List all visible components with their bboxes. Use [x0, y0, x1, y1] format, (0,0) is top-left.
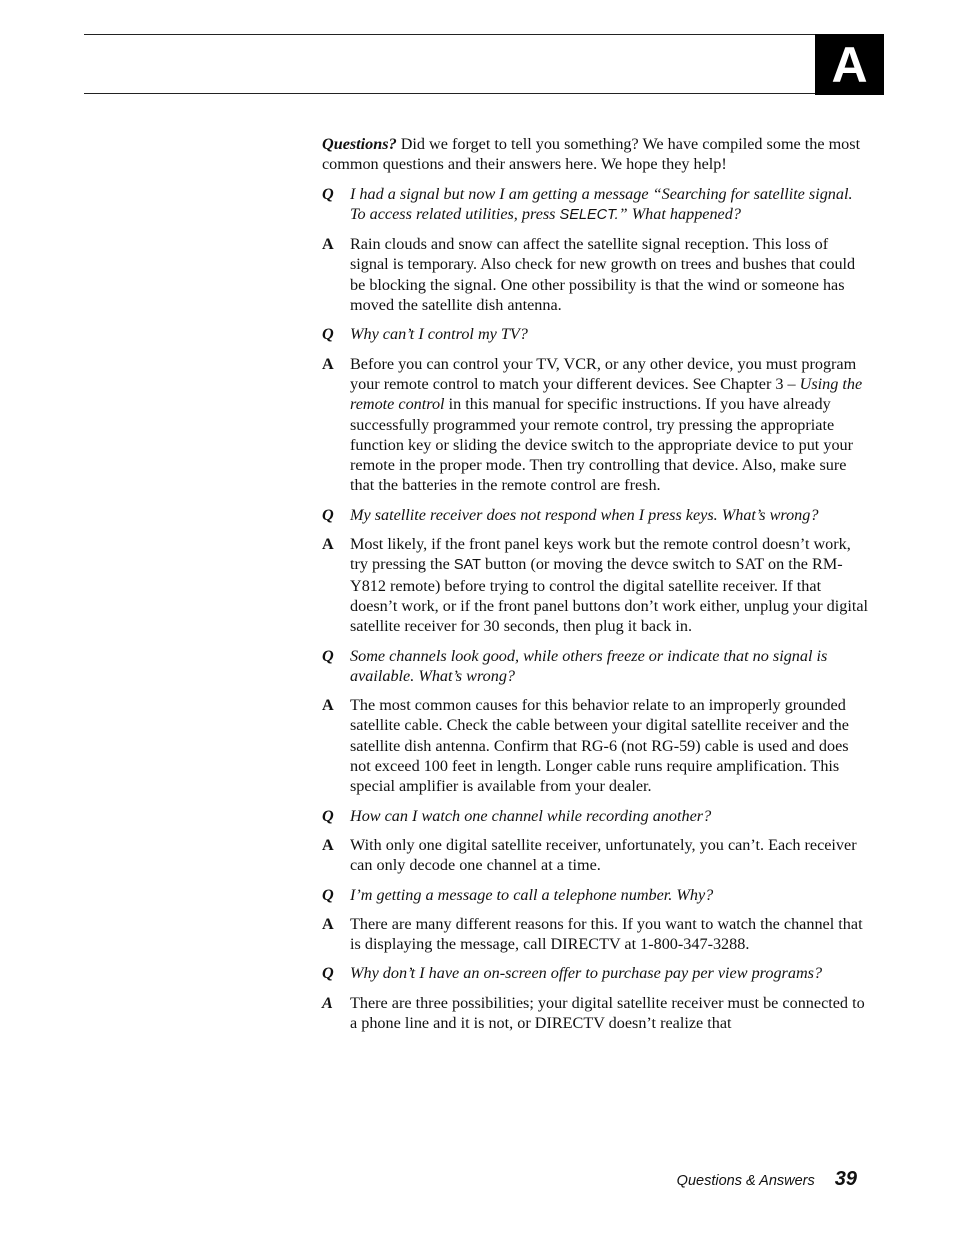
question-marker: Q — [322, 646, 334, 665]
answer-7 — [322, 993, 870, 1034]
answer-marker: A — [322, 535, 334, 554]
footer-section-title: Questions & Answers — [676, 1173, 815, 1189]
page-footer — [677, 1168, 857, 1191]
question-1 — [322, 184, 870, 226]
question-marker: Q — [322, 964, 334, 983]
answer-marker: A — [322, 835, 334, 854]
answer-4 — [322, 695, 870, 796]
question-text: My satellite receiver does not respond when I press keys. What’s wrong? — [350, 505, 819, 524]
question-6 — [322, 885, 870, 905]
answer-marker: A — [322, 354, 334, 373]
question-text: How can I watch one channel while recording another? — [350, 806, 712, 825]
qa-content — [322, 134, 870, 1042]
question-text: Why don’t I have an on-screen offer to purchase pay per view programs? — [350, 964, 823, 983]
question-text: Some channels look good, while others freeze or indicate that no signal is available. What’s wrong? — [350, 646, 828, 685]
answer-6 — [322, 914, 870, 955]
answer-marker: A — [322, 914, 334, 933]
select-key-label: SELECT. — [559, 206, 619, 223]
answer-marker: A — [322, 235, 334, 254]
question-marker: Q — [322, 885, 334, 904]
appendix-tab: A — [815, 34, 884, 95]
answer-1 — [322, 234, 870, 315]
answer-3 — [322, 534, 870, 636]
question-7 — [322, 963, 870, 983]
answer-text: Before you can control your TV, VCR, or any other device, you must program your remote control to match your different devices. See Chapter 3 – Using the remote control in this manual for specific instructions. If you have already successfully programmed your remote control, try pressing the appropriate function key or sliding the device switch to the appropriate device to put your remote in the proper mode. Then try controlling that device. Also, make sure that the batteries in the remote control are fresh. — [350, 354, 863, 495]
question-2 — [322, 324, 870, 344]
answer-text: The most common causes for this behavior relate to an improperly grounded satellite cable. Check the cable between your digital satellite receiver and the satellite dish antenna. Confirm that RG-6 (not RG-59) cable is used and does not exceed 100 feet in length. Longer cable runs require amplification. This special amplifier is available from your dealer. — [350, 696, 849, 796]
answer-text: Most likely, if the front panel keys work but the remote control doesn’t work, try pressing the SAT button (or moving the devce switch to SAT on the RM-Y812 remote) before trying to control the digital satellite receiver. If that doesn’t work, or if the front panel buttons don’t work either, unplug your digital satellite receiver for 30 seconds, then plug it back in. — [350, 535, 869, 636]
answer-text: With only one digital satellite receiver, unfortunately, you can’t. Each receiver can only decode one channel at a time. — [350, 835, 857, 875]
answer-marker: A — [322, 993, 333, 1012]
intro-lead: Questions? — [322, 135, 397, 153]
answer-2 — [322, 354, 870, 496]
answer-text: There are three possibilities; your digital satellite receiver must be connected to a phone line and it is not, or DIRECTV doesn’t realize that — [350, 993, 865, 1032]
question-marker: Q — [322, 184, 334, 203]
intro-text: Did we forget to tell you something? We have compiled some the most common questions and their answers here. We hope they help! — [322, 135, 861, 174]
answer-text: Rain clouds and snow can affect the satellite signal reception. This loss of signal is temporary. Also check for new growth on trees and bushes that could be blocking the signal. One other possibility is that the wind or someone has moved the satellite dish antenna. — [350, 235, 856, 315]
intro-paragraph — [322, 134, 870, 175]
question-4 — [322, 646, 870, 687]
question-5 — [322, 806, 870, 826]
question-text: Why can’t I control my TV? — [350, 325, 528, 344]
chapter-reference: Using the remote control — [350, 374, 863, 414]
question-marker: Q — [322, 806, 334, 825]
header-top-rule — [84, 34, 816, 35]
question-text: I had a signal but now I am getting a message “Searching for satellite signal. To access related utilities, press SELECT.” What happened? — [350, 184, 853, 223]
question-marker: Q — [322, 325, 334, 344]
answer-marker: A — [322, 696, 334, 715]
question-text: I’m getting a message to call a telephone number. Why? — [350, 885, 714, 904]
page-number: 39 — [834, 1168, 857, 1190]
answer-5 — [322, 835, 870, 876]
question-marker: Q — [322, 505, 334, 524]
answer-text: There are many different reasons for this. If you want to watch the channel that is displaying the message, call DIRECTV at 1-800-347-3288. — [350, 914, 863, 954]
header-bottom-rule — [84, 93, 816, 94]
question-3 — [322, 505, 870, 525]
sat-key-label: SAT — [453, 557, 481, 574]
